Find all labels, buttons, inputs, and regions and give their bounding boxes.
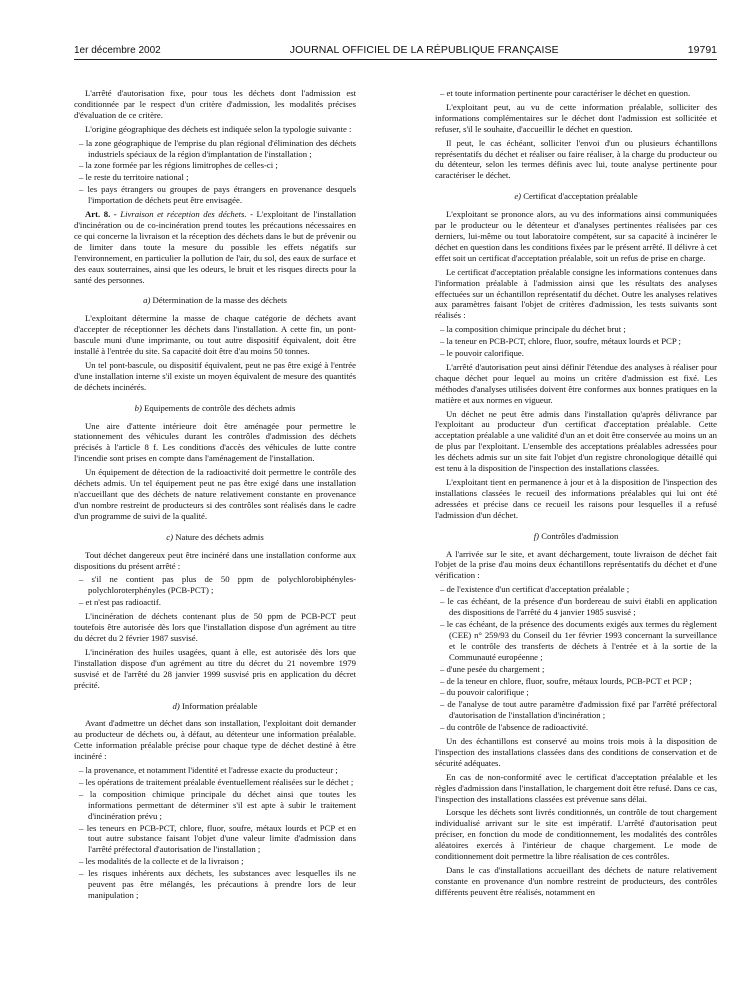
section-heading-c: c) Nature des déchets admis — [166, 531, 264, 542]
right-column — [435, 88, 717, 982]
list-item: – les modalités de la collecte et de la livraison ; — [74, 856, 356, 867]
list-item: – la composition chimique principale du déchet brut ; — [435, 324, 717, 335]
paragraph: L'origine géographique des déchets est indiquée selon la typologie suivante : — [85, 123, 352, 134]
list-item: – s'il ne contient pas plus de 50 ppm de polychlorobiphényles-polychloroterphényles (PCB-PCT) ; — [74, 574, 356, 596]
list-item: – du pouvoir calorifique ; — [435, 687, 717, 698]
list-item: – les pays étrangers ou groupes de pays étrangers en provenance desquels l'importation de déchets peut être envisagée. — [74, 184, 356, 206]
paragraph: Le certificat d'acceptation préalable consigne les informations contenues dans l'information préalable à l'admission ainsi que les résultats des analyses effectuées sur un échantillon représentatif du déchet. Outre les analyses relatives aux paramètres faisant l'objet de critères d'admission, les tests suivants sont réalisés : — [435, 266, 717, 321]
list-item: – la zone géographique de l'emprise du plan régional d'élimination des déchets industriels spéciaux de la région d'implantation de l'installation ; — [74, 138, 356, 160]
list-item: – le cas échéant, de la présence d'un bordereau de suivi établi en application des dispositions de l'arrêté du 4 janvier 1985 susvisé ; — [435, 596, 717, 618]
list-item: – la teneur en PCB-PCT, chlore, fluor, soufre, métaux lourds et PCP ; — [435, 336, 717, 347]
list-item: – d'une pesée du chargement ; — [435, 664, 717, 675]
paragraph: Lorsque les déchets sont livrés conditionnés, un contrôle de tout chargement individualisé arrivant sur le site est impératif. L'arrêté d'autorisation peut préciser, en fonction du mode de conditionnement, les modalités des contrôles aléatoires exercés à l'intérieur de chaque chargement. Le mode de conditionnement doit permettre la libre réalisation de ces contrôles. — [435, 807, 717, 862]
header-date: 1er décembre 2002 — [74, 45, 161, 56]
paragraph: L'arrêté d'autorisation fixe, pour tous les déchets dont l'admission est conditionnée par le respect d'un critère d'admission, les modalités précises d'évaluation de ce critère. — [74, 88, 356, 120]
verification-list — [435, 584, 717, 733]
paragraph: L'incinération des huiles usagées, quant à elle, est autorisée dès lors que l'installation dispose d'un agrément au titre du décret du 21 novembre 1979 susvisé et de l'arrêté du 28 janvier 1999 susvisé pris en application du décret précité. — [74, 646, 356, 690]
article-title: Livraison et réception des déchets. — [120, 209, 247, 220]
page-header — [74, 40, 717, 60]
list-item: – la zone formée par les régions limitrophes de celles-ci ; — [74, 160, 356, 171]
section-heading-e: e) Certificat d'acceptation préalable — [514, 191, 638, 202]
paragraph: A l'arrivée sur le site, et avant déchargement, toute livraison de déchet fait l'objet de la prise d'au moins deux échantillons représentatifs du déchet et d'une vérification : — [435, 548, 717, 581]
left-column — [74, 88, 356, 982]
origin-list — [74, 138, 356, 206]
paragraph: L'exploitant peut, au vu de cette information préalable, solliciter des informations complémentaires sur le déchet dont l'admission est sollicitée et refuser, s'il le souhaite, d'accueillir le déchet en question. — [435, 101, 717, 134]
paragraph: L'arrêté d'autorisation peut ainsi définir l'étendue des analyses à réaliser pour chaque déchet pour lequel au moins un critère d'admission est fixé. Les méthodes d'analyses utilisées doivent être conformes aux bonnes pratiques en la matière et aux normes en vigueur. — [435, 361, 717, 405]
list-item: – le pouvoir calorifique. — [435, 348, 717, 359]
article-8-paragraph — [74, 209, 356, 285]
paragraph: En cas de non-conformité avec le certificat d'acceptation préalable et les règles d'admission dans l'installation, le chargement doit être refusé. Dans ce cas, l'inspection des installations classées est prévenue sans délai. — [435, 771, 717, 804]
paragraph: L'exploitant se prononce alors, au vu des informations ainsi communiquées par le producteur ou le détenteur et d'analyses pertinentes réalisées par ces derniers, lui-même ou tout laboratoire compétent, sur sa capacité à incinérer le déchet en question dans les conditions fixées par le présent arrêté. Il délivre à cet effet soit un certificat d'acceptation préalable, soit un refus de prise en charge. — [435, 209, 717, 263]
paragraph: Dans le cas d'installations accueillant des déchets de nature relativement constante en provenance d'un nombre restreint de producteurs, des contrôles différents peuvent être réalisés, notamment en — [435, 865, 717, 897]
journal-title: JOURNAL OFFICIEL DE LA RÉPUBLIQUE FRANÇAISE — [289, 44, 559, 56]
information-list-continued — [435, 88, 717, 99]
information-list — [74, 765, 356, 901]
article-label: Art. 8. - — [85, 209, 117, 220]
paragraph: L'incinération de déchets contenant plus de 50 ppm de PCB-PCT peut toutefois être autorisée dès lors que l'installation dispose d'un agrément au titre du décret du 2 février 1987 susvisé. — [74, 611, 356, 643]
tests-list — [435, 324, 717, 359]
section-heading-b: b) Equipements de contrôle des déchets admis — [134, 402, 296, 413]
body-columns — [74, 88, 717, 982]
list-item: – les teneurs en PCB-PCT, chlore, fluor, soufre, métaux lourds et PCP et en tout autre substance faisant l'objet d'une valeur limite d'admission dans l'arrêté préfectoral d'autorisation de l'installation ; — [74, 823, 356, 856]
list-item: – et n'est pas radioactif. — [74, 597, 356, 608]
paragraph: Un déchet ne peut être admis dans l'installation qu'après délivrance par l'exploitant au producteur d'un certificat d'acceptation préalable. Cette acceptation préalable a une validité d'un an et doit être conservée au moins un an de plus par l'exploitant. L'ensemble des acceptations préalables adressées pour les déchets admis sur un site fait l'objet d'un registre chronologique détaillé qui est tenu à la disposition de l'inspection des installations classées. — [435, 408, 717, 474]
list-item: – de l'analyse de tout autre paramètre d'admission fixé par l'arrêté préfectoral d'autorisation de l'installation d'incinération ; — [435, 699, 717, 721]
paragraph: Un équipement de détection de la radioactivité doit permettre le contrôle des déchets admis. Un tel équipement peut ne pas être exigé dans une installation n'accueillant que des déchets de nature relativement constante en provenance d'un nombre restreint de producteurs si des contrôles sont réalisés dans le cadre d'un programme de suivi de la qualité. — [74, 467, 356, 521]
list-item: – la provenance, et notamment l'identité et l'adresse exacte du producteur ; — [74, 765, 356, 776]
paragraph: Un des échantillons est conservé au moins trois mois à la disposition de l'inspection des installations classées dans des conditions de conservation et de sécurité adéquates. — [435, 736, 717, 768]
section-heading-a: a) Détermination de la masse des déchets — [143, 295, 287, 306]
list-item: – les opérations de traitement préalable éventuellement réalisées sur le déchet ; — [74, 777, 356, 788]
paragraph: Tout déchet dangereux peut être incinéré dans une installation conforme aux dispositions du présent arrêté : — [74, 549, 356, 571]
condition-list — [74, 574, 356, 608]
section-heading-f: f) Contrôles d'admission — [533, 530, 619, 541]
paragraph: Un tel pont-bascule, ou dispositif équivalent, peut ne pas être exigé à l'entrée d'une installation interne s'il existe un moyen équivalent de mesure des quantités de déchets incinérés. — [74, 359, 356, 392]
paragraph: Il peut, le cas échéant, solliciter l'envoi d'un ou plusieurs échantillons représentatifs du déchet et réaliser ou faire réaliser, à la charge du producteur ou du détenteur, selon les termes définis avec lui, toute analyse pertinente pour caractériser le déchet. — [435, 137, 717, 181]
list-item: – le cas échéant, de la présence des documents exigés aux termes du règlement (CEE) n° 259/93 du Conseil du 1er février 1993 concernant la surveillance et le contrôle des transferts de déchets à l'entrée et à la sortie de la Communauté européenne ; — [435, 619, 717, 663]
list-item: – du contrôle de l'absence de radioactivité. — [435, 722, 717, 733]
list-item: – le reste du territoire national ; — [74, 172, 356, 183]
article-text: - L'exploitant de l'installation d'incinération ou de co-incinération prend toutes les précautions nécessaires en ce qui concerne la livraison et la réception des déchets dans le but de prévenir ou de limiter dans toute la mesure du possible les effets négatifs sur l'environnement, en particulier la pollution de l'air, du sol, des eaux de surface et des eaux souterraines, ainsi que les odeurs, le bruit et les risques directs pour la santé des personnes. — [74, 209, 356, 285]
list-item: – de l'existence d'un certificat d'acceptation préalable ; — [435, 584, 717, 595]
paragraph: L'exploitant détermine la masse de chaque catégorie de déchets avant d'accepter de réceptionner les déchets dans l'installation. A cette fin, un pont-bascule muni d'une imprimante, ou tout autre dispositif équivalent, doit être installé à l'entrée du site. Sa capacité doit être d'au moins 50 tonnes. — [74, 313, 356, 357]
page-number: 19791 — [687, 44, 717, 56]
paragraph: L'exploitant tient en permanence à jour et à la disposition de l'inspection des installations classées le recueil des informations préalables qui lui ont été adressées et précise dans ce recueil les raisons pour lesquelles il a refusé l'admission d'un déchet. — [435, 477, 717, 520]
paragraph: Avant d'admettre un déchet dans son installation, l'exploitant doit demander au producteur de déchets ou, à défaut, au détenteur une information préalable. Cette information préalable précise pour chaque type de déchet destiné à être incinéré : — [74, 718, 356, 762]
paragraph: Une aire d'attente intérieure doit être aménagée pour permettre le stationnement des véhicules durant les contrôles d'admission des déchets précisés à l'article 8 f. Les conditions d'accès des véhicules de lutte contre l'incendie sont prises en compte dans l'aménagement de l'installation. — [74, 420, 356, 464]
section-heading-d: d) Information préalable — [172, 700, 258, 711]
list-item: – de la teneur en chlore, fluor, soufre, métaux lourds, PCB-PCT et PCP ; — [435, 676, 717, 687]
list-item: – et toute information pertinente pour caractériser le déchet en question. — [435, 88, 717, 99]
list-item: – la composition chimique principale du déchet ainsi que toutes les informations permettant de déterminer s'il est apte à subir le traitement d'incinération prévu ; — [74, 789, 356, 822]
list-item: – les risques inhérents aux déchets, les substances avec lesquelles ils ne peuvent pas être mélangés, les précautions à prendre lors de leur manipulation ; — [74, 868, 356, 901]
